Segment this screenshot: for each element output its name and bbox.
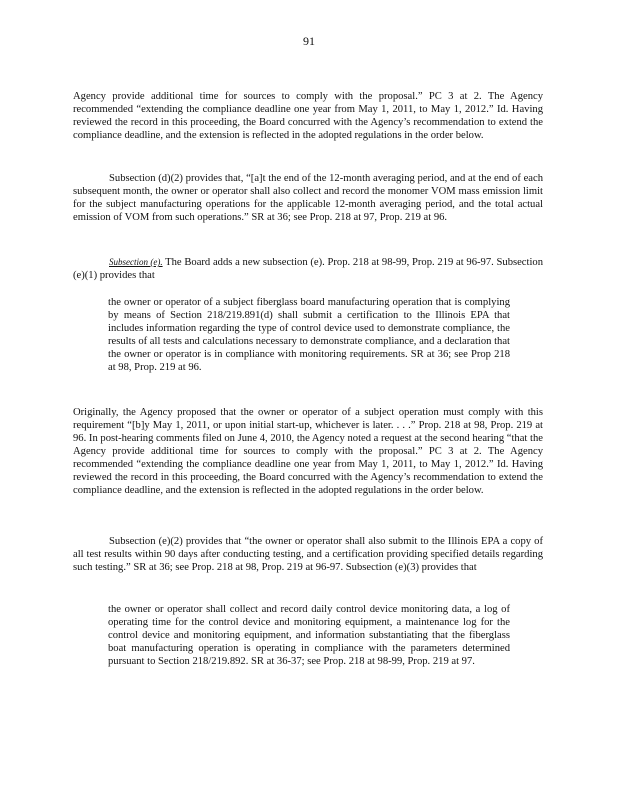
block-quote-e1 [108,296,510,374]
paragraph-text: Subsection (e)(2) provides that “the owner or operator shall also submit to the Illinois EPA a copy of all test results within 90 days after conducting testing, and a certification providing specified details regarding such testing.” SR at 36; see Prop. 218 at 98, Prop. 219 at 96-97. Subsection (e)(3) provides that [73,536,543,573]
paragraph-text: Subsection (d)(2) provides that, “[a]t the end of the 12-month averaging period, and at the end of each subsequent month, the owner or operator shall also collect and record the monomer VOM mass emission limit for the subject manufacturing operations for the applicable 12-month averaging period, and the total actual emission of VOM from such operations.” SR at 36; see Prop. 218 at 97, Prop. 219 at 96. [73,173,543,223]
paragraph-text: Agency provide additional time for sources to comply with the proposal.” PC 3 at 2. The Agency recommended “extending the compliance deadline one year from May 1, 2011, to May 1, 2012.” Id. Having reviewed the record in this proceeding, the Board concurred with the Agency’s recommendation to extend the compliance deadline, and the extension is reflected in the adopted regulations in the order below. [73,91,543,141]
paragraph-text: The Board adds a new subsection (e). Prop. 218 at 98-99, Prop. 219 at 96-97. Subsection (e)(1) provides that [73,257,543,281]
paragraph-subsection-d2 [73,172,543,224]
paragraph-subsection-e [73,256,543,282]
page-number: 91 [303,34,315,48]
quote-text: the owner or operator shall collect and record daily control device monitoring data, a log of operating time for the control device and monitoring equipment, a maintenance log for the control device and monitoring equipment, and information substantiating that the fiberglass boat manufacturing operation is operating in compliance with the parameters determined pursuant to Section 218/219.892. SR at 36-37; see Prop. 218 at 98-99, Prop. 219 at 97. [108,604,510,667]
quote-text: the owner or operator of a subject fiberglass board manufacturing operation that is complying by means of Section 218/219.891(d) shall submit a certification to the Illinois EPA that includes information regarding the type of control device used to demonstrate compliance, the results of all tests and calculations necessary to demonstrate compliance, and a declaration that the owner or operator is in compliance with monitoring requirements. SR at 36; see Prop 218 at 98, Prop. 219 at 96. [108,297,510,373]
block-quote-e3 [108,603,510,668]
paragraph-continuation [73,90,543,142]
paragraph-subsection-e2 [73,535,543,574]
subsection-heading: Subsection (e). [109,257,163,267]
paragraph-text: Originally, the Agency proposed that the owner or operator of a subject operation must comply with this requirement “[b]y May 1, 2011, or upon initial start-up, whichever is later. . . .” Prop. 218 at 98, Prop. 219 at 96. In post-hearing comments filed on June 4, 2010, the Agency noted a request at the second hearing “that the Agency provide additional time for sources to comply with the proposal.” PC 3 at 2. The Agency recommended “extending the compliance deadline one year from May 1, 2011, to May 1, 2012.” Id. Having reviewed the record in this proceeding, the Board concurred with the Agency’s recommendation to extend the compliance deadline, and the extension is reflected in the adopted regulations in the order below. [73,407,543,496]
paragraph-originally [73,406,543,497]
